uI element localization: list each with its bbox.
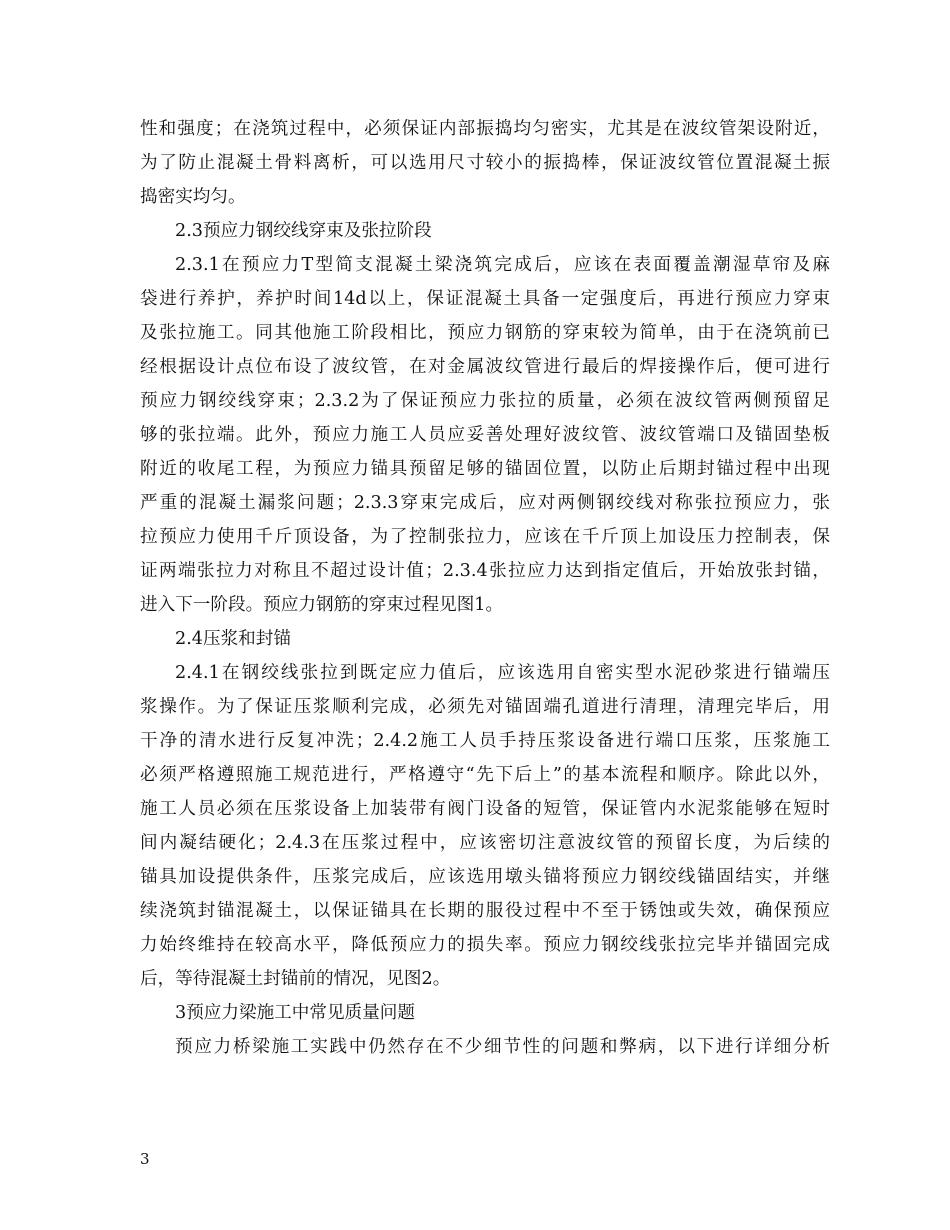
text-line: 施工人员必须在压浆设备上加装带有阀门设备的短管，保证管内水泥浆能够在短时 [140,799,830,819]
text-line: 及张拉施工。同其他施工阶段相比，预应力钢筋的穿束较为简单，由于在浇筑前已 [140,323,830,343]
text-line: 捣密实均匀。 [140,187,246,207]
text-line: 严重的混凝土漏浆问题；2.3.3穿束完成后，应对两侧钢绞线对称张拉预应力，张 [140,493,830,513]
text-line: 力始终维持在较高水平，降低预应力的损失率。预应力钢绞线张拉完毕并锚固完成 [140,935,830,955]
text-line: 浆操作。为了保证压浆顺利完成，必须先对锚固端孔道进行清理，清理完毕后，用 [140,697,830,717]
text-line: 预应力桥梁施工实践中仍然存在不少细节性的问题和弊病，以下进行详细分析 [175,1037,830,1057]
text-line: 附近的收尾工程，为预应力锚具预留足够的锚固位置，以防止后期封锚过程中出现 [140,459,830,479]
text-line: 性和强度；在浇筑过程中，必须保证内部振捣均匀密实，尤其是在波纹管架设附近， [140,119,830,139]
text-line: 经根据设计点位布设了波纹管，在对金属波纹管进行最后的焊接操作后，便可进行 [140,357,830,377]
text-line: 2.4.1在钢绞线张拉到既定应力值后，应该选用自密实型水泥砂浆进行锚端压 [175,663,830,683]
text-line: 干净的清水进行反复冲洗；2.4.2施工人员手持压浆设备进行端口压浆，压浆施工 [140,731,830,751]
text-line: 预应力钢绞线穿束；2.3.2为了保证预应力张拉的质量，必须在波纹管两侧预留足 [140,391,830,411]
text-line: 必须严格遵照施工规范进行，严格遵守“先下后上”的基本流程和顺序。除此以外， [140,765,830,785]
text-line: 进入下一阶段。预应力钢筋的穿束过程见图1。 [140,595,504,615]
text-line: 锚具加设提供条件，压浆完成后，应该选用墩头锚将预应力钢绞线锚固结实，并继 [140,867,830,887]
body-text [140,112,830,1064]
text-line: 2.3.1在预应力T型简支混凝土梁浇筑完成后，应该在表面覆盖潮湿草帘及麻 [175,255,830,275]
text-line: 袋进行养护，养护时间14d以上，保证混凝土具备一定强度后，再进行预应力穿束 [140,289,830,309]
page-number: 3 [140,1150,150,1168]
text-line: 为了防止混凝土骨料离析，可以选用尺寸较小的振捣棒，保证波纹管位置混凝土振 [140,153,830,173]
text-line: 间内凝结硬化；2.4.3在压浆过程中，应该密切注意波纹管的预留长度，为后续的 [140,833,830,853]
text-line: 拉预应力使用千斤顶设备，为了控制张拉力，应该在千斤顶上加设压力控制表，保 [140,527,830,547]
text-line: 续浇筑封锚混凝土，以保证锚具在长期的服役过程中不至于锈蚀或失效，确保预应 [140,901,830,921]
text-line: 证两端张拉力对称且不超过设计值；2.3.4张拉应力达到指定值后，开始放张封锚， [140,561,830,581]
text-line: 够的张拉端。此外，预应力施工人员应妥善处理好波纹管、波纹管端口及锚固垫板 [140,425,830,445]
section-heading-2-4: 2.4压浆和封锚 [175,629,291,649]
text-line: 后，等待混凝土封锚前的情况，见图2。 [140,969,451,989]
section-heading-3: 3预应力梁施工中常见质量问题 [175,1003,415,1023]
section-heading-2-3: 2.3预应力钢绞线穿束及张拉阶段 [175,221,432,241]
